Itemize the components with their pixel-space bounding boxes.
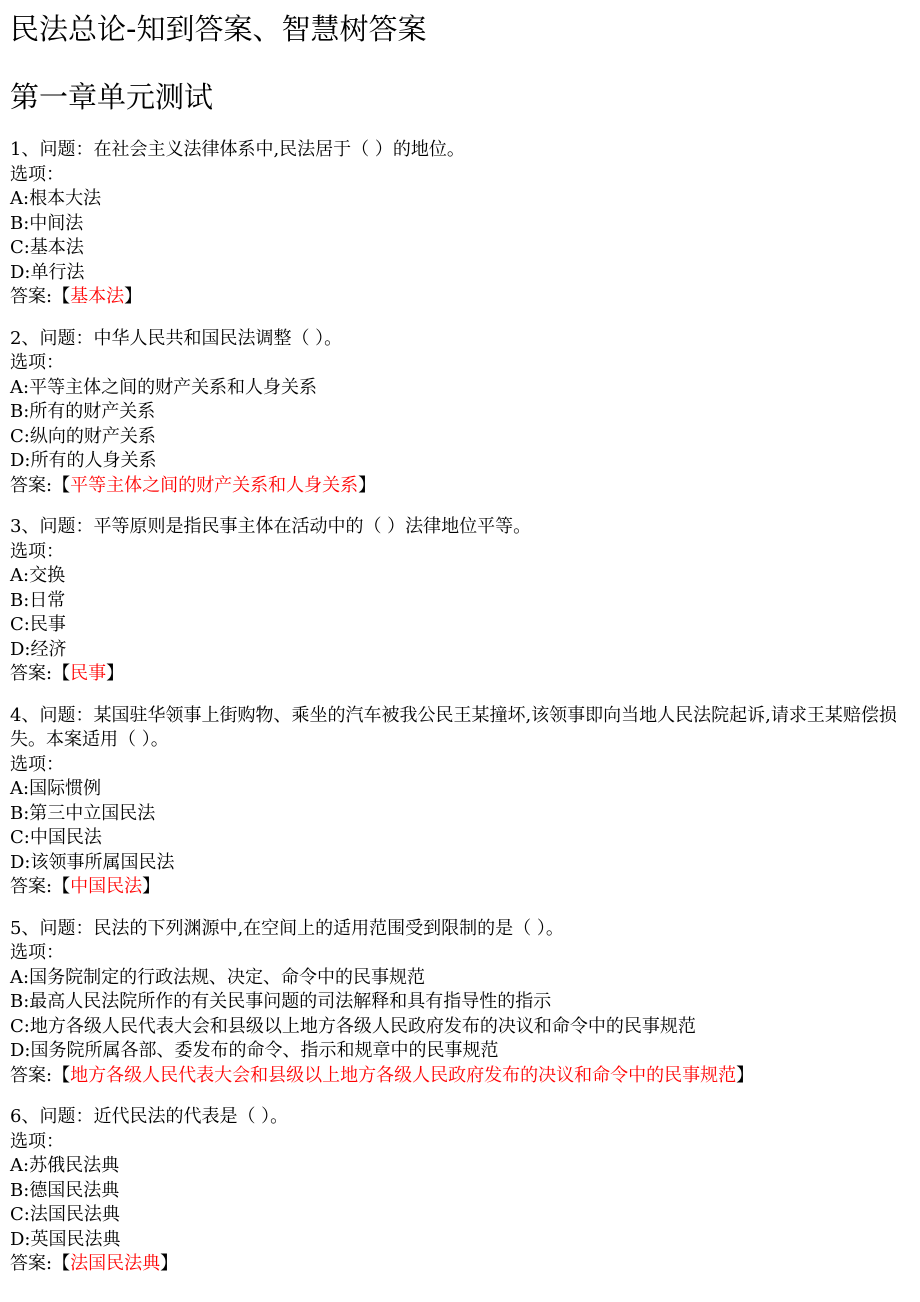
answer-open-bracket: 【	[52, 876, 71, 897]
option-d: D:单行法	[10, 261, 85, 283]
option-b: B:中间法	[10, 212, 84, 234]
options-label: 选项：	[10, 352, 64, 373]
answer-label: 答案:	[10, 1253, 53, 1274]
answer-value: 地方各级人民代表大会和县级以上地方各级人民政府发布的决议和命令中的民事规范	[70, 1064, 737, 1086]
option-c: C:纵向的财产关系	[10, 425, 156, 447]
question-6	[10, 1105, 910, 1277]
option-a: A:国际惯例	[10, 778, 102, 799]
question-text: 3、问题：平等原则是指民事主体在活动中的（ ）法律地位平等。	[10, 516, 532, 537]
answer-open-bracket: 【	[52, 1064, 71, 1086]
option-a: A:国务院制定的行政法规、决定、命令中的民事规范	[10, 966, 426, 988]
document-title: 民法总论-知到答案、智慧树答案	[10, 12, 427, 46]
option-b: B:第三中立国民法	[10, 802, 156, 824]
answer-open-bracket: 【	[52, 1253, 71, 1274]
answer-line	[10, 1064, 910, 1089]
option-d: D:国务院所属各部、委发布的命令、指示和规章中的民事规范	[10, 1040, 499, 1061]
question-text: 5、问题：民法的下列渊源中,在空间上的适用范围受到限制的是（ ）。	[10, 917, 564, 939]
question-list	[10, 138, 910, 1277]
option-a: A:交换	[10, 565, 66, 586]
option-a: A:苏俄民法典	[10, 1155, 120, 1176]
answer-close-bracket: 】	[106, 663, 125, 684]
option-c: C:基本法	[10, 237, 84, 258]
option-d: D:经济	[10, 638, 67, 660]
answer-line	[10, 285, 910, 310]
option-a: A:平等主体之间的财产关系和人身关系	[10, 376, 318, 398]
question-text: 6、问题：近代民法的代表是（ ）。	[10, 1106, 289, 1127]
answer-close-bracket: 】	[358, 474, 377, 496]
option-b: B:日常	[10, 589, 66, 611]
answer-close-bracket: 】	[142, 876, 161, 897]
question-text: 1、问题：在社会主义法律体系中,民法居于（ ）的地位。	[10, 139, 465, 160]
answer-value: 基本法	[70, 286, 125, 307]
option-b: B:最高人民法院所作的有关民事问题的司法解释和具有指导性的指示	[10, 991, 552, 1012]
option-a: A:根本大法	[10, 188, 102, 209]
question-text: 4、问题：某国驻华领事上街购物、乘坐的汽车被我公民王某撞坏,该领事即向当地人民法院起诉,请求王某赔偿损失。本案适用（ ）。	[10, 704, 897, 750]
question-3	[10, 515, 910, 687]
options-label: 选项：	[10, 753, 64, 775]
answer-close-bracket: 】	[160, 1253, 179, 1274]
answer-label: 答案:	[10, 1064, 53, 1086]
option-d: D:英国民法典	[10, 1228, 121, 1250]
question-text: 2、问题：中华人民共和国民法调整（ ）。	[10, 327, 343, 349]
answer-value: 平等主体之间的财产关系和人身关系	[70, 474, 359, 496]
option-c: C:法国民法典	[10, 1204, 120, 1225]
option-d: D:所有的人身关系	[10, 450, 157, 471]
options-label: 选项：	[10, 163, 64, 185]
answer-open-bracket: 【	[52, 474, 71, 496]
answer-value: 法国民法典	[70, 1253, 161, 1274]
answer-label: 答案:	[10, 663, 53, 684]
chapter-title: 第一章单元测试	[10, 80, 214, 114]
options-label: 选项：	[10, 942, 64, 963]
answer-open-bracket: 【	[52, 663, 71, 684]
answer-line	[10, 875, 910, 900]
options-label: 选项：	[10, 1130, 64, 1152]
answer-open-bracket: 【	[52, 286, 71, 307]
answer-close-bracket: 】	[124, 286, 143, 307]
option-c: C:中国民法	[10, 827, 102, 848]
option-c: C:民事	[10, 614, 66, 635]
answer-close-bracket: 】	[736, 1064, 755, 1086]
answer-label: 答案:	[10, 286, 53, 307]
option-c: C:地方各级人民代表大会和县级以上地方各级人民政府发布的决议和命令中的民事规范	[10, 1015, 696, 1037]
answer-label: 答案:	[10, 474, 53, 496]
answer-line	[10, 474, 910, 499]
option-b: B:所有的财产关系	[10, 401, 156, 422]
answer-line	[10, 1252, 910, 1277]
question-4	[10, 704, 910, 900]
option-b: B:德国民法典	[10, 1179, 120, 1201]
answer-label: 答案:	[10, 876, 53, 897]
answer-value: 中国民法	[70, 876, 143, 897]
question-2	[10, 327, 910, 499]
question-5	[10, 917, 910, 1089]
answer-line	[10, 662, 910, 687]
options-label: 选项：	[10, 540, 64, 562]
question-1	[10, 138, 910, 310]
option-d: D:该领事所属国民法	[10, 851, 175, 873]
answer-value: 民事	[70, 663, 107, 684]
